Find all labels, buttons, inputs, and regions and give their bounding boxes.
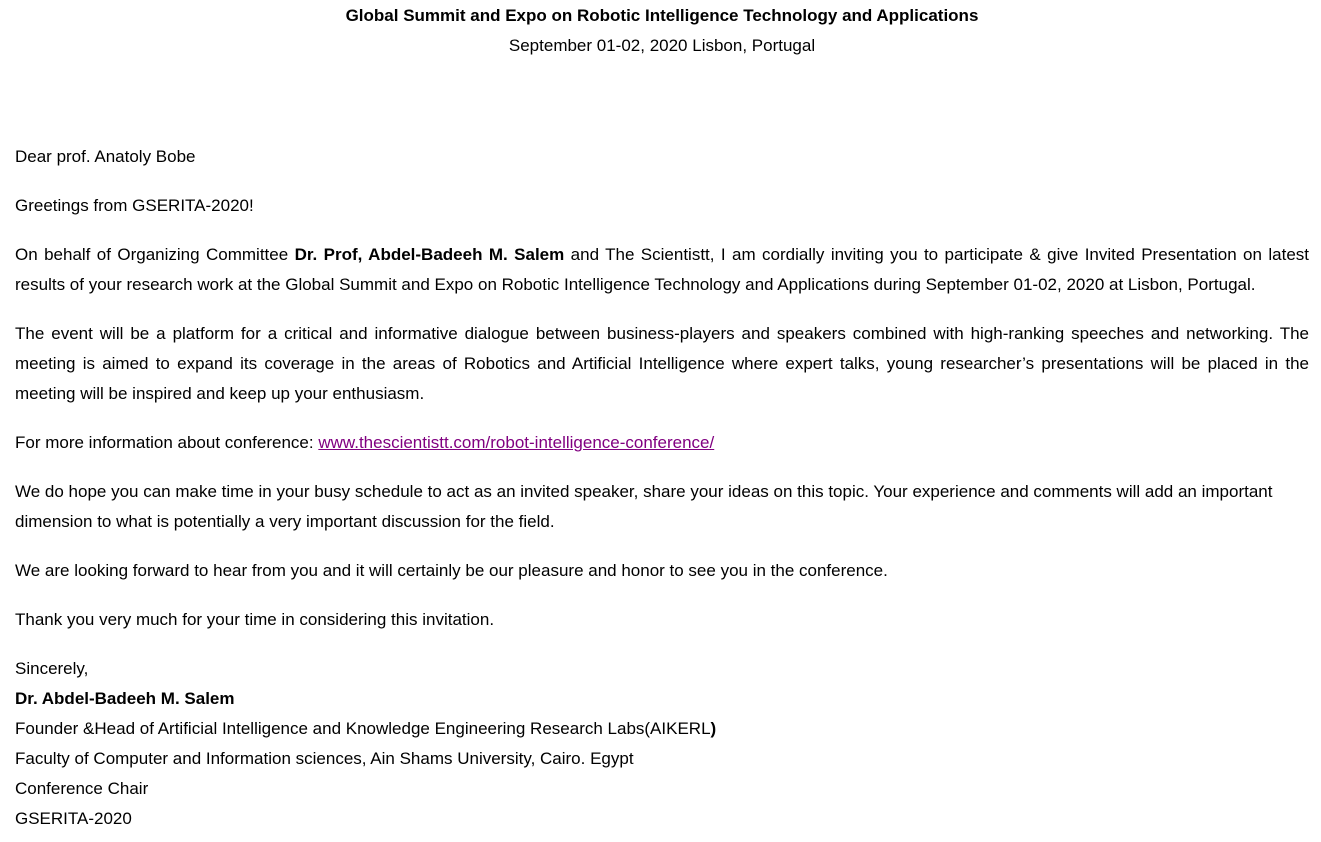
conference-date-location: September 01-02, 2020 Lisbon, Portugal [508, 36, 816, 55]
letter-header [15, 1, 1309, 61]
paragraph-request: We do hope you can make time in your busy schedule to act as an invited speaker, share your ideas on this topic. Your experience and comments will add an important dimension to what is potentially a very important discussion for the field. [15, 482, 1273, 531]
signature-position: Conference Chair [15, 779, 149, 798]
signature-name: Dr. Abdel-Badeeh M. Salem [15, 689, 235, 708]
conference-website-link[interactable]: www.thescientistt.com/robot-intelligence-conference/ [318, 433, 715, 452]
salutation: Dear prof. Anatoly Bobe [15, 147, 196, 166]
signature-closing: Sincerely, [15, 659, 89, 678]
greeting: Greetings from GSERITA-2020! [15, 196, 254, 215]
conference-title: Global Summit and Expo on Robotic Intelligence Technology and Applications [345, 6, 979, 25]
paragraph-invitation [15, 240, 1309, 300]
signature-role-paren: ) [710, 719, 717, 738]
more-info-line [15, 428, 1309, 458]
signature-affiliation: Faculty of Computer and Information sciences, Ain Shams University, Cairo. Egypt [15, 749, 634, 768]
signature-role-text: Founder &Head of Artificial Intelligence and Knowledge Engineering Research Labs(AIKERL [15, 719, 711, 738]
paragraph-looking-forward: We are looking forward to hear from you and it will certainly be our pleasure and honor to see you in the conference. [15, 561, 888, 580]
letter-body [15, 142, 1309, 834]
signature-role [15, 714, 1309, 744]
paragraph-invitation-start: On behalf of Organizing Committee [15, 245, 295, 264]
signature-block [15, 654, 1309, 834]
signature-event: GSERITA-2020 [15, 809, 132, 828]
paragraph-event-description: The event will be a platform for a critical and informative dialogue between business-players and speakers combined with high-ranking speeches and networking. The meeting is aimed to expand its coverage in the areas of Robotics and Artificial Intelligence where expert talks, young researcher’s presentations will be placed in the meeting will be inspired and keep up your enthusiasm. [15, 324, 1309, 403]
organizer-name: Dr. Prof, Abdel-Badeeh M. Salem [294, 245, 565, 264]
paragraph-thanks: Thank you very much for your time in considering this invitation. [15, 610, 495, 629]
paragraph-invitation-end: and The Scientistt, I am cordially inviting you to participate & give Invited Presentation on latest results of your research work at the Global Summit and Expo on Robotic Intelligence Technology and Applications during September 01-02, 2020 at Lisbon, Portugal. [15, 245, 1309, 294]
letter-page [15, 0, 1309, 834]
more-info-label: For more information about conference: [15, 433, 319, 452]
